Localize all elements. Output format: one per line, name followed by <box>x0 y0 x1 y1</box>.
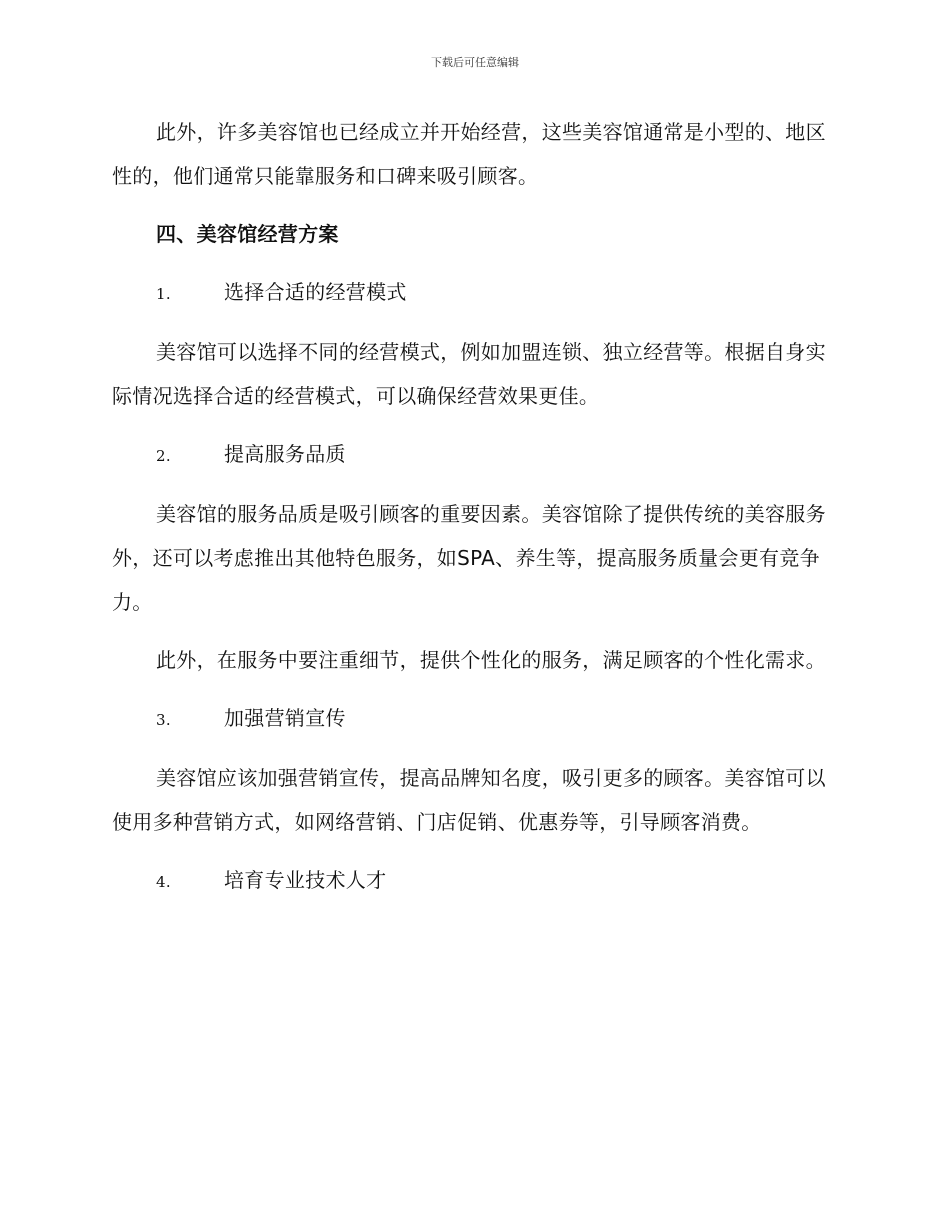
list-item-title: 培育专业技术人才 <box>224 868 387 892</box>
list-item-title: 提高服务品质 <box>224 442 346 466</box>
document-body <box>112 110 836 904</box>
page-header-note: 下载后可任意编辑 <box>431 56 519 69</box>
list-item-number: 4. <box>156 873 171 891</box>
paragraph-marketing: 美容馆应该加强营销宣传，提高品牌知名度，吸引更多的顾客。美容馆可以使用多种营销方式，如网络营销、门店促销、优惠券等，引导顾客消费。 <box>112 766 826 834</box>
paragraph-service-details: 此外，在服务中要注重细节，提供个性化的服务，满足顾客的个性化需求。 <box>156 648 826 672</box>
list-item-number: 3. <box>156 711 171 729</box>
paragraph-business-model: 美容馆可以选择不同的经营模式，例如加盟连锁、独立经营等。根据自身实际情况选择合适的经营模式，可以确保经营效果更佳。 <box>112 340 826 408</box>
list-item-1 <box>112 270 836 316</box>
paragraph-service-quality: 美容馆的服务品质是吸引顾客的重要因素。美容馆除了提供传统的美容服务外，还可以考虑推出其他特色服务，如SPA、养生等，提高服务质量会更有竞争力。 <box>112 502 826 614</box>
list-item-number: 1. <box>156 285 171 303</box>
list-item-2 <box>112 432 836 478</box>
list-item-4 <box>112 858 836 904</box>
list-item-title: 加强营销宣传 <box>224 706 346 730</box>
list-item-number: 2. <box>156 447 171 465</box>
section-heading: 四、美容馆经营方案 <box>156 222 339 246</box>
paragraph-intro: 此外，许多美容馆也已经成立并开始经营，这些美容馆通常是小型的、地区性的，他们通常只能靠服务和口碑来吸引顾客。 <box>112 120 826 188</box>
list-item-3 <box>112 696 836 742</box>
list-item-title: 选择合适的经营模式 <box>224 280 407 304</box>
